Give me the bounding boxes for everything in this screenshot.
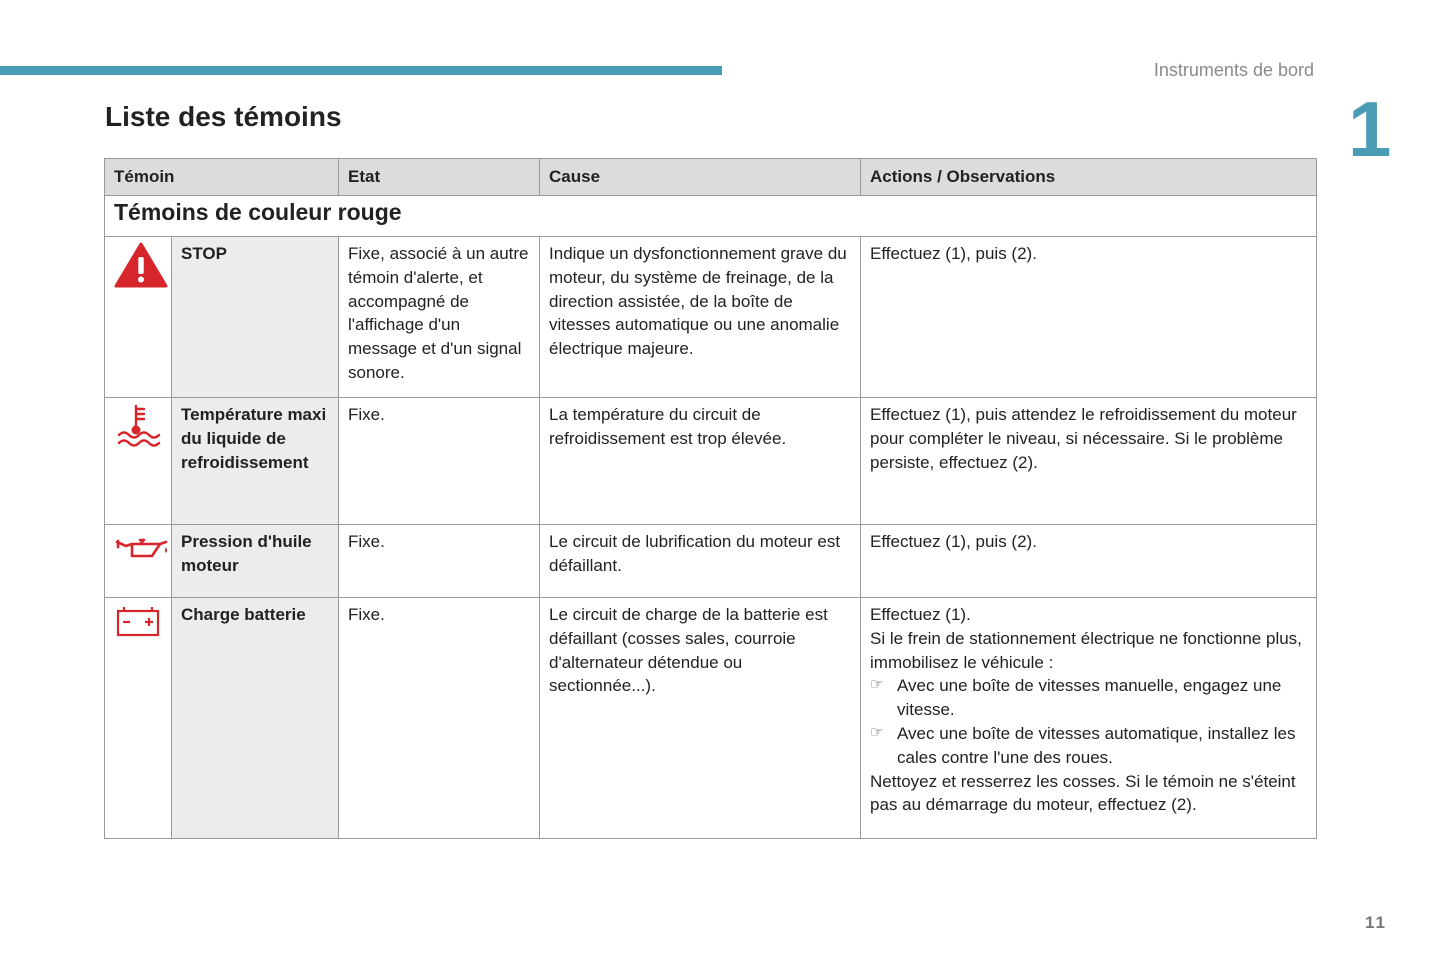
table-row (105, 598, 1317, 839)
bullet-item (870, 722, 1307, 770)
etat-cell: Fixe, associé à un autre témoin d'alerte, et accompagné de l'affichage d'un message et d'un signal sonore. (339, 237, 540, 398)
temoin-name: Température maxi du liquide de refroidissement (172, 398, 339, 525)
action-line: Si le frein de stationnement électrique ne fonctionne plus, immobilisez le véhicule : (870, 628, 1302, 672)
etat-cell: Fixe. (339, 525, 540, 598)
actions-cell: Effectuez (1), puis (2). (861, 525, 1317, 598)
cause-cell: Le circuit de lubrification du moteur est défaillant. (540, 525, 861, 598)
cause-cell: Le circuit de charge de la batterie est défaillant (cosses sales, courroie d'alternateur détendue ou sectionnée...). (540, 598, 861, 839)
page-title: Liste des témoins (105, 101, 342, 132)
temoin-name: Charge batterie (172, 598, 339, 839)
cause-cell: Indique un dysfonctionnement grave du moteur, du système de freinage, de la direction assistée, de la boîte de vitesses automatique ou une anomalie électrique majeure. (540, 237, 861, 398)
column-header-actions: Actions / Observations (861, 159, 1317, 196)
section-title: Témoins de couleur rouge (105, 196, 1317, 237)
section-row (105, 196, 1317, 237)
header-accent-bar (0, 66, 722, 75)
table-row (105, 237, 1317, 398)
bullet-text: Avec une boîte de vitesses manuelle, engagez une vitesse. (897, 676, 1282, 720)
column-header-cause: Cause (540, 159, 861, 196)
bullet-text: Avec une boîte de vitesses automatique, installez les cales contre l'une des roues. (897, 723, 1296, 767)
temoin-name: Pression d'huile moteur (172, 525, 339, 598)
action-line: Nettoyez et resserrez les cosses. Si le témoin ne s'éteint pas au démarrage du moteur, effectuez (2). (870, 771, 1296, 815)
etat-cell: Fixe. (339, 598, 540, 839)
warning-lights-table (104, 158, 1317, 839)
table-header-row (105, 159, 1317, 196)
table-row (105, 525, 1317, 598)
bullet-item (870, 674, 1307, 722)
coolant-temperature-icon (105, 398, 172, 525)
cause-cell: La température du circuit de refroidissement est trop élevée. (540, 398, 861, 525)
oil-pressure-icon (105, 525, 172, 598)
actions-cell: Effectuez (1), puis attendez le refroidissement du moteur pour compléter le niveau, si nécessaire. Si le problème persiste, effectuez (2). (861, 398, 1317, 525)
temoin-name: STOP (172, 237, 339, 398)
warning-triangle-icon (105, 237, 172, 398)
etat-cell: Fixe. (339, 398, 540, 525)
chapter-name: Instruments de bord (1153, 60, 1314, 80)
pointing-hand-icon: ☞ (870, 723, 884, 741)
battery-icon (105, 598, 172, 839)
pointing-hand-icon: ☞ (870, 676, 884, 694)
actions-cell (861, 598, 1317, 839)
action-line: Effectuez (1). (870, 605, 971, 624)
column-header-etat: Etat (339, 159, 540, 196)
column-header-temoin: Témoin (105, 159, 339, 196)
actions-cell: Effectuez (1), puis (2). (861, 237, 1317, 398)
chapter-number: 1 (1348, 85, 1392, 173)
page-number: 11 (1365, 913, 1387, 932)
table-row (105, 398, 1317, 525)
